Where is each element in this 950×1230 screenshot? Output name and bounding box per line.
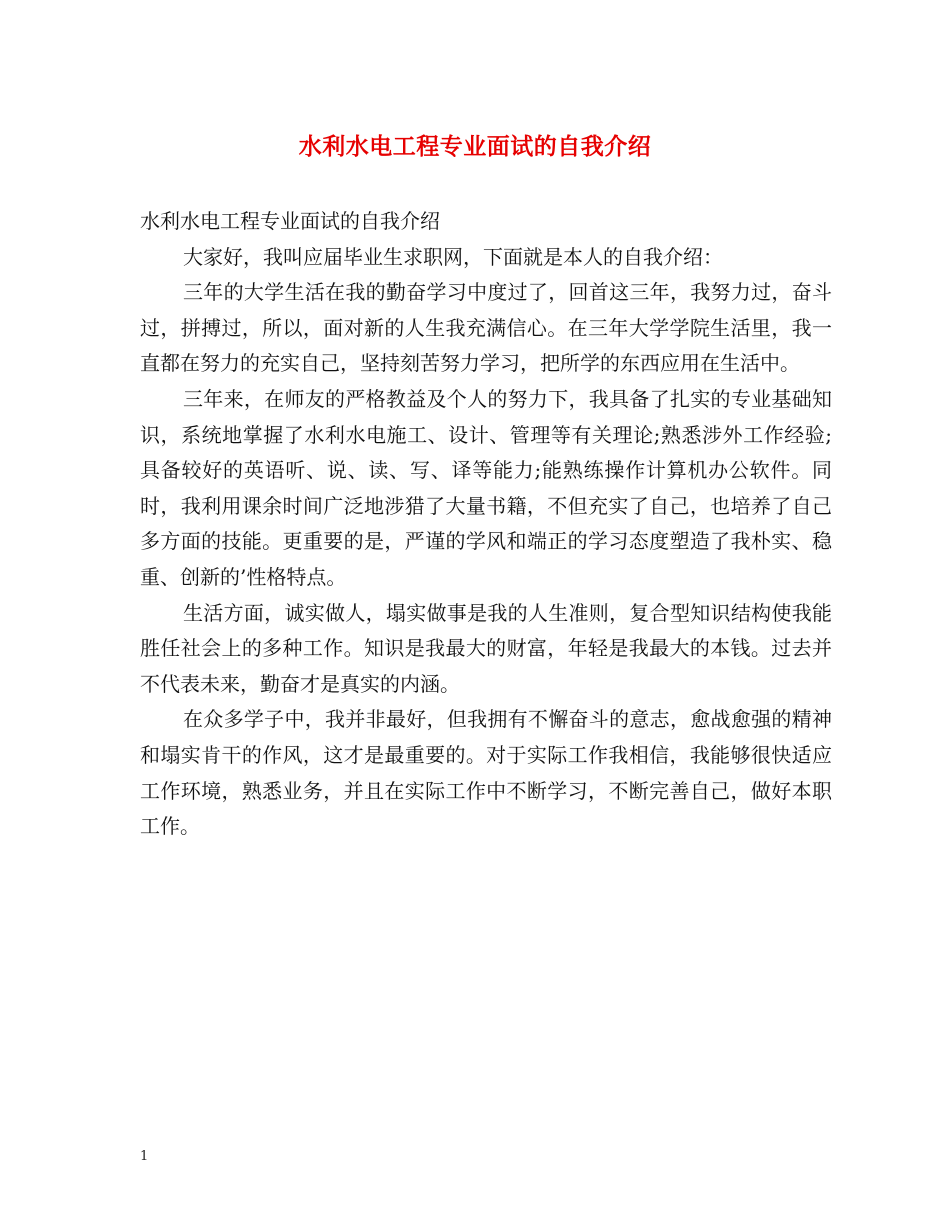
paragraph-skills: 三年来，在师友的严格教益及个人的努力下，我具备了扎实的专业基础知识，系统地掌握了水利水电施工、设计、管理等有关理论;熟悉涉外工作经验;具备较好的英语听、说、读、写、译等能力;能熟练操作计算机办公软件。同时，我利用课余时间广泛地涉猎了大量书籍，不但充实了自己，也培养了自己多方面的技能。更重要的是，严谨的学风和端正的学习态度塑造了我朴实、稳重、创新的’性格特点。	[140, 386, 832, 589]
document-body	[140, 204, 832, 845]
paragraph-life-principles: 生活方面，诚实做人，塌实做事是我的人生准则，复合型知识结构使我能胜任社会上的多种工作。知识是我最大的财富，年轻是我最大的本钱。过去并不代表未来，勤奋才是真实的内涵。	[140, 600, 832, 696]
paragraph-university-life: 三年的大学生活在我的勤奋学习中度过了，回首这三年，我努力过，奋斗过，拼搏过，所以，面对新的人生我充满信心。在三年大学学院生活里，我一直都在努力的充实自己，坚持刻苦努力学习，把所学的东西应用在生活中。	[140, 280, 832, 376]
paragraph-conclusion: 在众多学子中，我并非最好，但我拥有不懈奋斗的意志，愈战愈强的精神和塌实肯干的作风，这才是最重要的。对于实际工作我相信，我能够很快适应工作环境，熟悉业务，并且在实际工作中不断学习，不断完善自己，做好本职工作。	[140, 707, 832, 839]
document-title: 水利水电工程专业面试的自我介绍	[298, 133, 652, 160]
page-number: 1	[140, 1149, 149, 1164]
body-heading: 水利水电工程专业面试的自我介绍	[140, 209, 440, 233]
paragraph-greeting: 大家好，我叫应届毕业生求职网，下面就是本人的自我介绍：	[183, 244, 723, 269]
